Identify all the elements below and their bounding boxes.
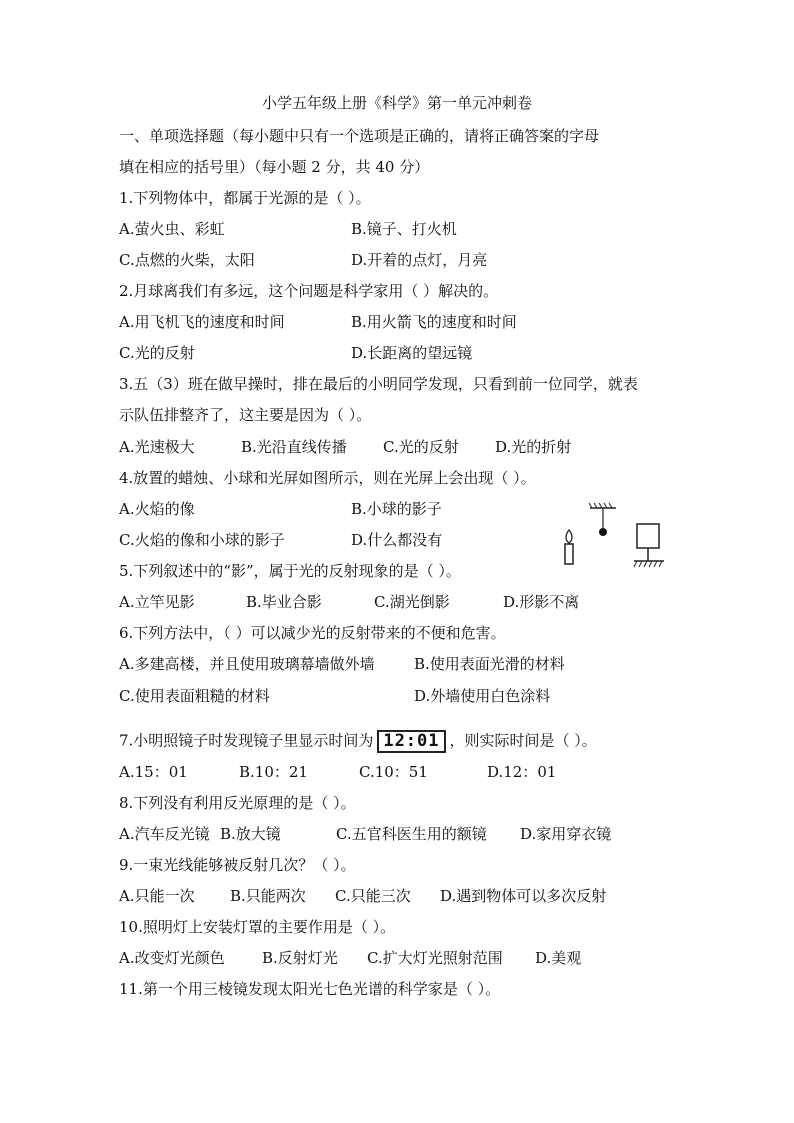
question-3: 3.五（3）班在做早操时，排在最后的小明同学发现，只看到前一位同学，就表 [119, 375, 638, 393]
q2-option-a: A.用飞机飞的速度和时间 [119, 313, 285, 331]
q1-option-a: A.萤火虫、彩虹 [119, 220, 225, 238]
q9-option-c: C.只能三次 [335, 887, 411, 905]
q10-option-d: D.美观 [535, 949, 582, 967]
q6-option-a: A.多建高楼，并且使用玻璃幕墙做外墙 [119, 655, 375, 673]
q4-option-a: A.火焰的像 [119, 500, 195, 518]
q2-option-d: D.长距离的望远镜 [351, 344, 473, 362]
question-9: 9.一束光线能够被反射几次？（ ）。 [119, 856, 356, 874]
question-6: 6.下列方法中，（ ）可以减少光的反射带来的不便和危害。 [119, 624, 506, 642]
hanging-ball-icon [589, 503, 616, 536]
question-4: 4.放置的蜡烛、小球和光屏如图所示，则在光屏上会出现（ ）。 [119, 469, 536, 487]
light-screen-icon [634, 524, 664, 567]
q7-option-d: D.12：01 [487, 763, 557, 781]
q3-option-c: C.光的反射 [383, 438, 459, 456]
q3-option-a: A.光速极大 [119, 438, 195, 456]
q7-option-b: B.10：21 [239, 763, 308, 781]
question-1: 1.下列物体中，都属于光源的是（ ）。 [119, 189, 371, 207]
question-2: 2.月球离我们有多远，这个问题是科学家用（ ）解决的。 [119, 282, 499, 300]
q8-option-d: D.家用穿衣镜 [520, 825, 612, 843]
q1-option-c: C.点燃的火柴，太阳 [119, 251, 255, 269]
section-heading-cont: 填在相应的括号里）（每小题 2 分，共 40 分） [119, 158, 430, 176]
question-11: 11.第一个用三棱镜发现太阳光七色光谱的科学家是（ ）。 [119, 980, 501, 998]
q5-option-c: C.湖光倒影 [374, 593, 450, 611]
q6-option-c: C.使用表面粗糙的材料 [119, 687, 270, 705]
q1-option-b: B.镜子、打火机 [351, 220, 457, 238]
q9-option-d: D.遇到物体可以多次反射 [440, 887, 607, 905]
q8-option-c: C.五官科医生用的额镜 [336, 825, 487, 843]
q10-option-a: A.改变灯光颜色 [119, 949, 225, 967]
q6-option-d: D.外墙使用白色涂料 [414, 687, 551, 705]
q4-option-c: C.火焰的像和小球的影子 [119, 531, 285, 549]
mirror-clock-display: 12:01 [377, 730, 445, 753]
q7-option-c: C.10：51 [359, 763, 428, 781]
q10-option-c: C.扩大灯光照射范围 [367, 949, 503, 967]
q5-option-b: B.毕业合影 [246, 593, 322, 611]
question-8: 8.下列没有利用反光原理的是（ ）。 [119, 794, 356, 812]
q3-option-b: B.光沿直线传播 [241, 438, 347, 456]
question-10: 10.照明灯上安装灯罩的主要作用是（ ）。 [119, 918, 396, 936]
page-title: 小学五年级上册《科学》第一单元冲刺卷 [261, 94, 532, 112]
question-5: 5.下列叙述中的“影”，属于光的反射现象的是（ ）。 [119, 562, 461, 580]
question-7-text: 7.小明照镜子时发现镜子里显示时间为 [119, 731, 374, 750]
q5-option-a: A.立竿见影 [119, 593, 195, 611]
q2-option-c: C.光的反射 [119, 344, 195, 362]
q6-option-b: B.使用表面光滑的材料 [414, 655, 565, 673]
q10-option-b: B.反射灯光 [262, 949, 338, 967]
question-3-cont: 示队伍排整齐了，这主要是因为（ ）。 [119, 406, 372, 424]
q5-option-d: D.形影不离 [503, 593, 580, 611]
q3-option-d: D.光的折射 [495, 438, 572, 456]
q2-option-b: B.用火箭飞的速度和时间 [351, 313, 517, 331]
candle-ball-screen-figure [554, 500, 672, 572]
q1-option-d: D.开着的点灯，月亮 [351, 251, 488, 269]
q7-option-a: A.15：01 [119, 763, 188, 781]
question-7 [119, 730, 597, 753]
q4-option-b: B.小球的影子 [351, 500, 442, 518]
q9-option-b: B.只能两次 [230, 887, 306, 905]
q9-option-a: A.只能一次 [119, 887, 195, 905]
q8-option-b: B.放大镜 [220, 825, 281, 843]
question-7-text-end: ，则实际时间是（ ）。 [449, 731, 597, 750]
q4-option-d: D.什么都没有 [351, 531, 443, 549]
q8-option-a: A.汽车反光镜 [119, 825, 210, 843]
candle-icon [565, 530, 573, 564]
section-heading: 一、单项选择题（每小题中只有一个选项是正确的，请将正确答案的字母 [119, 127, 600, 145]
